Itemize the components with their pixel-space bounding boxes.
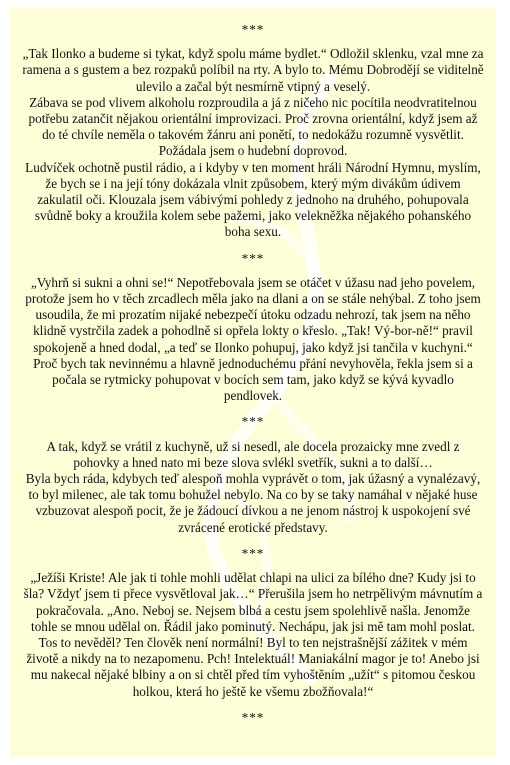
section-1 (22, 46, 484, 240)
paragraph: Byla bych ráda, kdybych teď alespoň mohla vyprávět o tom, jak úžasný a vynalézavý, to byl milenec, ale tak tomu bohužel nebylo. Na co by se taky namáhal v nějaké huse vzbuzovat alespoň pocit, že je žádoucí dívkou a ne jenom nástroj k uspokojení své zvrácené erotické představy. (25, 471, 481, 535)
book-page (10, 8, 496, 757)
section-separator: *** (241, 545, 265, 561)
paragraph: Ludvíček ochotně pustil rádio, a i kdyby v ten moment hráli Národní Hymnu, myslím, že bych se i na její tóny dokázala vlnit způsobem, který mým divákům údivem zakulatil oči. Klouzala jsem vábivými pohledy z jednoho na druhého, pohupovala svůdně boky a kroužila kolem sebe pažemi, jako velekněžka nějakého pohanského boha sexu. (25, 159, 481, 240)
paragraph: „Tak Ilonko a budeme si tykat, když spolu máme bydlet.“ Odložil sklenku, vzal mne za ramena a s gustem a bez rozpaků políbil na rty. A bylo to. Mému Dobrodějí se viditelně ulevilo a začal být nesmírně vtipný a veselý. (22, 46, 484, 94)
section-2 (22, 275, 484, 405)
section-4 (22, 570, 484, 700)
paragraph: „Vyhrň si sukni a ohni se!“ Nepotřebovala jsem se otáčet v úžasu nad jeho povelem, protože jsem ho v těch zrcadlech měla jako na dlani a on se stále nehýbal. Z toho jsem usoudila, že mi prozatím nijaké nebezpečí útoku odzadu nehrozí, tak jsem na něho klidně vystrčila zadek a pohodlně si opřela lokty o křeslo. „Tak! Vý-bor-ně!“ pravil spokojeně a hned dodal, „a teď se Ilonko pohupuj, jako když jsi tančila v kuchyni.“ Proč bych tak nevinnému a hlavně jednoduchému přání nevyhověla, řekla jsem si a počala se rytmicky pohupovat v bocích sem tam, jako když se kývá kyvadlo pendlovek. (25, 274, 481, 404)
story-text (10, 8, 496, 726)
paragraph: Zábava se pod vlivem alkoholu rozproudila a já z ničeho nic pocítila neodvratitelnou potřebu zatančit nějakou orientální improvizaci. Proč zrovna orientální, když jsem až do té chvíle neměla o takovém žánru ani ponětí, to nedokážu rozumně vysvětlit. Požádala jsem o hudební doprovod. (28, 94, 478, 159)
section-separator: *** (241, 250, 265, 266)
section-separator: *** (241, 709, 265, 725)
section-separator: *** (241, 414, 265, 430)
paragraph: A tak, když se vrátil z kuchyně, už si nesedl, ale docela prozaicky mne zvedl z pohovky a hned nato mi beze slova svlékl svetřík, sukni a to další… (46, 438, 460, 470)
section-separator: *** (241, 22, 265, 37)
paragraph: „Ježíši Kriste! Ale jak ti tohle mohli udělat chlapi na ulici za bílého dne? Kudy jsi to šla? Vždyť jsem ti přece vysvětloval jak…“ Přerušila jsem ho netrpělivým mávnutím a pokračovala. „Ano. Neboj se. Nejsem blbá a cestu jsem spolehlivě našla. Jenomže tohle se mnou udělal on. Řádil jako pominutý. Nechápu, jak jsi mě tam mohl poslat. Tos to nevěděl? Ten člověk není normální! Byl to ten nejstrašnější zážitek v mém životě a nikdy na to nezapomenu. Pch! Intelektuál! Maniakální magor je to! Anebo jsi mu nakecal nějaké blbiny a on si chtěl před tím vyhoštěním „užít“ s pitomou českou holkou, která ho ještě ke všemu zbožňovala!“ (23, 570, 483, 699)
section-3 (22, 439, 484, 536)
